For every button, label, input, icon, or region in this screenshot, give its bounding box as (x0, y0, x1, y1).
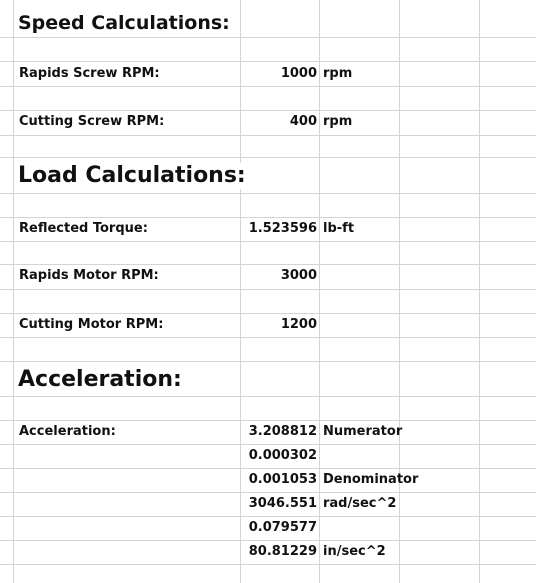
gridline (0, 396, 536, 397)
gridline (0, 61, 536, 62)
gridline (0, 564, 536, 565)
cell-value-acceleration-rad[interactable]: 3046.551 (248, 496, 317, 511)
cell-value-acceleration-5[interactable]: 0.079577 (248, 520, 317, 535)
cell-value-cutting-screw-rpm[interactable]: 400 (289, 114, 317, 129)
row-label-rapids-screw-rpm[interactable]: Rapids Screw RPM: (19, 66, 160, 81)
gridline (0, 37, 536, 38)
gridline (0, 468, 536, 469)
gridline (0, 241, 536, 242)
gridline (13, 0, 14, 583)
cell-unit-cutting-screw-rpm[interactable]: rpm (323, 114, 353, 129)
cell-value-acceleration-numerator[interactable]: 3.208812 (248, 424, 317, 439)
gridline (0, 217, 536, 218)
gridline (0, 157, 536, 158)
cell-unit-acceleration-numerator[interactable]: Numerator (323, 424, 403, 439)
gridline (0, 193, 536, 194)
cell-value-cutting-motor-rpm[interactable]: 1200 (280, 317, 317, 332)
gridline (0, 86, 536, 87)
row-label-rapids-motor-rpm[interactable]: Rapids Motor RPM: (19, 268, 159, 283)
cell-unit-acceleration-rad[interactable]: rad/sec^2 (323, 496, 397, 511)
section-title-speed[interactable]: Speed Calculations: (18, 11, 233, 35)
cell-value-rapids-motor-rpm[interactable]: 3000 (280, 268, 317, 283)
row-label-acceleration[interactable]: Acceleration: (19, 424, 116, 439)
gridline (0, 492, 536, 493)
cell-value-reflected-torque[interactable]: 1.523596 (248, 221, 317, 236)
cell-value-acceleration-denominator[interactable]: 0.001053 (248, 472, 317, 487)
gridline (0, 516, 536, 517)
row-label-cutting-motor-rpm[interactable]: Cutting Motor RPM: (19, 317, 164, 332)
gridline (479, 0, 480, 583)
gridline (0, 313, 536, 314)
gridline (0, 361, 536, 362)
gridline (0, 540, 536, 541)
gridline (399, 0, 400, 583)
cell-unit-acceleration-denominator[interactable]: Denominator (323, 472, 419, 487)
cell-value-rapids-screw-rpm[interactable]: 1000 (280, 66, 317, 81)
gridline (0, 420, 536, 421)
cell-value-acceleration-in[interactable]: 80.81229 (248, 544, 317, 559)
gridline (0, 264, 536, 265)
cell-unit-rapids-screw-rpm[interactable]: rpm (323, 66, 353, 81)
gridline (319, 0, 320, 583)
gridline (0, 337, 536, 338)
section-title-acceleration[interactable]: Acceleration: (18, 367, 185, 393)
section-title-load[interactable]: Load Calculations: (18, 163, 249, 189)
gridline (0, 135, 536, 136)
cell-unit-acceleration-in[interactable]: in/sec^2 (323, 544, 386, 559)
gridline (0, 289, 536, 290)
cell-unit-reflected-torque[interactable]: lb-ft (323, 221, 355, 236)
row-label-reflected-torque[interactable]: Reflected Torque: (19, 221, 148, 236)
gridline (0, 444, 536, 445)
gridline (0, 110, 536, 111)
row-label-cutting-screw-rpm[interactable]: Cutting Screw RPM: (19, 114, 165, 129)
cell-value-acceleration-2[interactable]: 0.000302 (248, 448, 317, 463)
